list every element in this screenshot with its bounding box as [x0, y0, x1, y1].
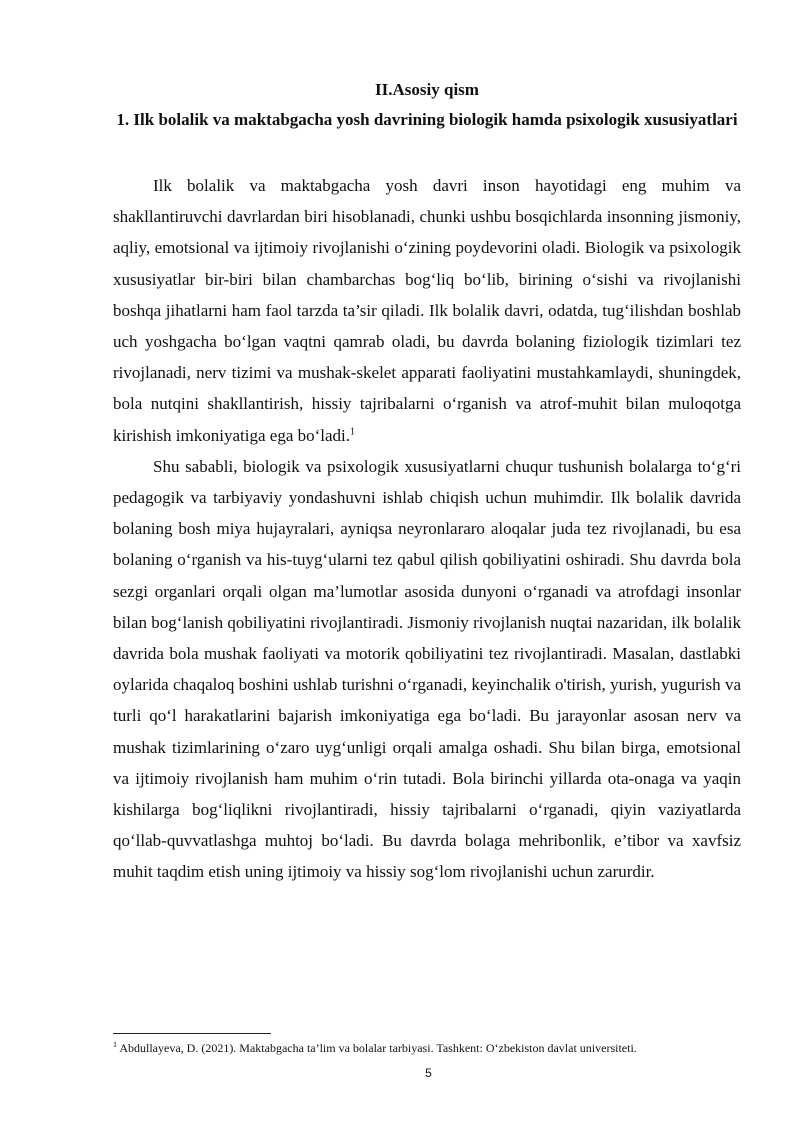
footnote-reference[interactable]: 1 [350, 425, 356, 437]
footnote-text: Abdullayeva, D. (2021). Maktabgacha ta’lim va bolalar tarbiyasi. Tashkent: O‘zbekiston davlat universiteti. [117, 1041, 637, 1055]
paragraph-text: Shu sababli, biologik va psixologik xususiyatlarni chuqur tushunish bolalarga to‘g‘ri pedagogik va tarbiyaviy yondashuvni ishlab chiqish uchun muhimdir. Ilk bolalik davrida bolaning bosh miya hujayralari, ayniqsa neyronlararo aloqalar juda tez rivojlanadi, bu esa bolaning o‘rganish va his-tuyg‘ularni tez qabul qilish qobiliyatini oshiradi. Shu davrda bola sezgi organlari orqali olgan ma’lumotlar asosida dunyoni o‘rganadi va atrofdagi insonlar bilan bog‘lanish qobiliyatini rivojlantiradi. Jismoniy rivojlanish nuqtai nazaridan, ilk bolalik davrida bola mushak faoliyati va motorik qobiliyatini tez rivojlantiradi. Masalan, dastlabki oylarida chaqaloq boshini ushlab turishni o‘rganadi, keyinchalik o'tirish, yurish, yugurish va turli qo‘l harakatlarini bajarish imkoniyatiga ega bo‘ladi. Bu jarayonlar asosan nerv va mushak tizimlarining o‘zaro uyg‘unligi orqali amalga oshadi. Shu bilan birga, emotsional va ijtimoiy rivojlanish ham muhim o‘rin tutadi. Bola birinchi yillarda ota-onaga va yaqin kishilarga bog‘liqlikni rivojlantiradi, hissiy tajribalarni o‘rganadi, qiyin vaziyatlarda qo‘llab-quvvatlashga muhtoj bo‘ladi. Bu davrda bolaga mehribonlik, e’tibor va xavfsiz muhit taqdim etish uning ijtimoiy va hissiy sog‘lom rivojlanishi uchun zarurdir. [113, 456, 741, 882]
paragraph-text: Ilk bolalik va maktabgacha yosh davri inson hayotidagi eng muhim va shakllantiruvchi davrlardan biri hisoblanadi, chunki ushbu bosqichlarda insonning jismoniy, aqliy, emotsional va ijtimoiy rivojlanishi o‘zining poydevorini oladi. Biologik va psixologik xususiyatlar bir-biri bilan chambarchas bog‘liq bo‘lib, birining o‘sishi va rivojlanishi boshqa jihatlarni ham faol tarzda ta’sir qiladi. Ilk bolalik davri, odatda, tug‘ilishdan boshlab uch yoshgacha bo‘lgan vaqtni qamrab oladi, bu davrda bolaning fiziologik tizimlari tez rivojlanadi, nerv tizimi va mushak-skelet apparati faoliyatini mustahkamlaydi, shuningdek, bola nutqini shakllantirish, hissiy tajribalarni o‘rganish va atrof-muhit bilan muloqotga kirishish imkoniyatiga ega bo‘ladi. [113, 176, 741, 445]
page-number: 5 [425, 1066, 432, 1080]
footnote-separator [113, 1033, 271, 1034]
footnote-marker: 1 [113, 1040, 117, 1049]
chapter-heading: 1. Ilk bolalik va maktabgacha yosh davrining biologik hamda psixologik xususiyatlari [116, 110, 738, 129]
section-heading: II.Asosiy qism [375, 80, 479, 99]
paragraph [113, 451, 741, 888]
paragraph [113, 170, 741, 451]
body-text [113, 170, 741, 888]
footnote [113, 1040, 753, 1056]
